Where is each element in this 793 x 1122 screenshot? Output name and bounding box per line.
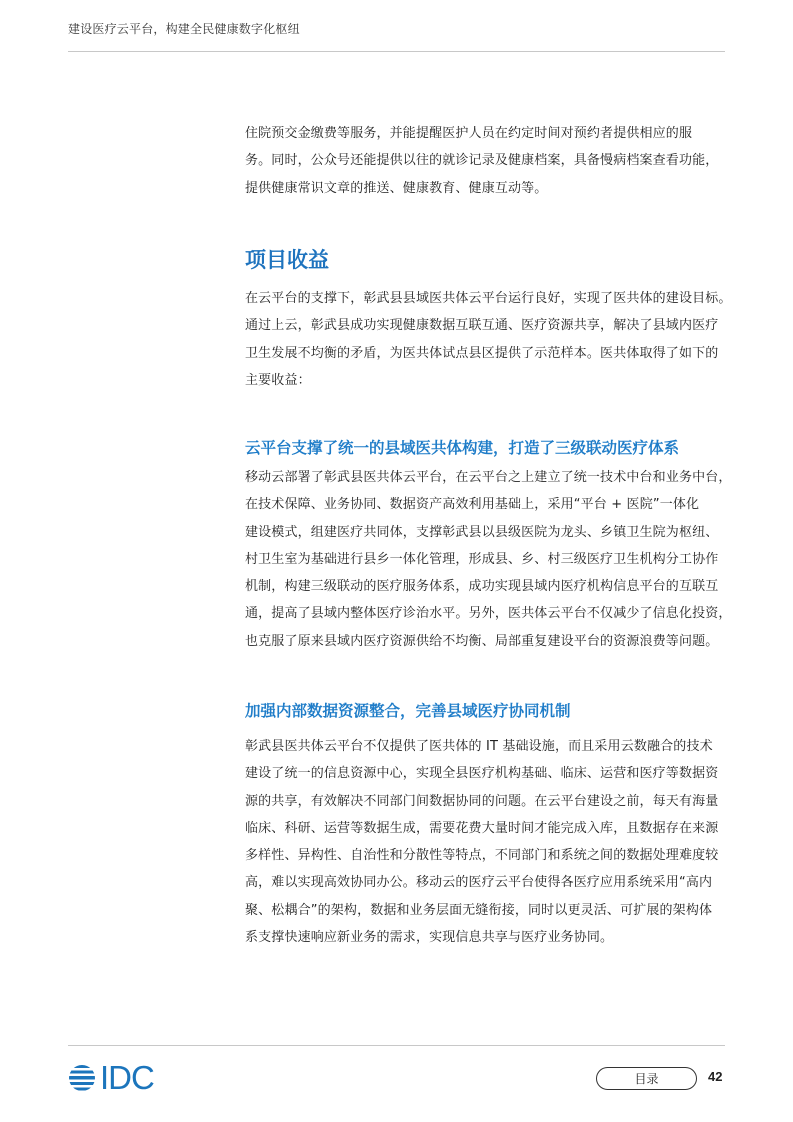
body-line: 系支撑快速响应新业务的需求，实现信息共享与医疗业务协同。 xyxy=(245,930,614,946)
page-number: 42 xyxy=(708,1069,723,1084)
subsection-2 xyxy=(245,699,735,723)
body-line: 在云平台的支撑下，彰武县县域医共体云平台运行良好，实现了医共体的建设目标。 xyxy=(245,291,732,306)
body-line: 务。同时，公众号还能提供以往的就诊记录及健康档案，具备慢病档案查看功能， xyxy=(245,153,719,169)
subsection-title: 加强内部数据资源整合，完善县域医疗协同机制 xyxy=(245,702,571,720)
subsection-2-body xyxy=(245,733,735,951)
toc-button-label: 目录 xyxy=(634,1072,659,1086)
idc-logo-text: IDC xyxy=(100,1059,154,1096)
body-line: 通，提高了县域内整体医疗诊治水平。另外，医共体云平台不仅减少了信息化投资， xyxy=(245,606,732,622)
body-line: 聚、松耦合”的架构，数据和业务层面无缝衔接，同时以更灵活、可扩展的架构体 xyxy=(245,902,713,918)
body-line: 移动云部署了彰武县医共体云平台，在云平台之上建立了统一技术中台和业务中台， xyxy=(245,470,732,485)
body-line: 提供健康常识文章的推送、健康教育、健康互动等。 xyxy=(245,180,548,196)
subsection-title: 云平台支撑了统一的县域医共体构建，打造了三级联动医疗体系 xyxy=(245,439,680,457)
body-line: 源的共享，有效解决不同部门间数据协同的问题。在云平台建设之前，每天有海量 xyxy=(245,793,719,809)
body-line: 机制，构建三级联动的医疗服务体系，成功实现县域内医疗机构信息平台的互联互 xyxy=(245,579,719,595)
body-line: 在技术保障、业务协同、数据资产高效利用基础上，采用“平台 + 医院”一体化 xyxy=(245,497,700,513)
body-line: 多样性、异构性、自治性和分散性等特点，不同部门和系统之间的数据处理难度较 xyxy=(245,848,719,864)
section-heading-wrap xyxy=(245,245,735,275)
header-rule xyxy=(68,51,725,52)
body-line: 也克服了原来县域内医疗资源供给不均衡、局部重复建设平台的资源浪费等问题。 xyxy=(245,633,719,649)
idc-logo xyxy=(68,1059,154,1096)
section-intro xyxy=(245,285,735,394)
body-line: 住院预交金缴费等服务，并能提醒医护人员在约定时间对预约者提供相应的服 xyxy=(245,126,693,141)
body-line: 主要收益： xyxy=(245,372,311,388)
intro-continued xyxy=(245,120,735,202)
body-line: 建设了统一的信息资源中心，实现全县医疗机构基础、临床、运营和医疗等数据资 xyxy=(245,766,719,782)
body-line: 彰武县医共体云平台不仅提供了医共体的 IT 基础设施，而且采用云数融合的技术 xyxy=(245,739,713,754)
footer-rule xyxy=(68,1045,725,1046)
body-line: 建设模式，组建医疗共同体，支撑彰武县以县级医院为龙头、乡镇卫生院为枢纽、 xyxy=(245,524,719,540)
subsection-1 xyxy=(245,436,735,460)
body-line: 通过上云，彰武县成功实现健康数据互联互通、医疗资源共享，解决了县域内医疗 xyxy=(245,318,719,334)
body-line: 高，难以实现高效协同办公。移动云的医疗云平台使得各医疗应用系统采用“高内 xyxy=(245,875,713,891)
body-line: 卫生发展不均衡的矛盾，为医共体试点县区提供了示范样本。医共体取得了如下的 xyxy=(245,345,719,361)
section-title: 项目收益 xyxy=(245,248,329,272)
running-header: 建设医疗云平台，构建全民健康数字化枢纽 xyxy=(68,22,300,36)
body-line: 临床、科研、运营等数据生成，需要花费大量时间才能完成入库，且数据存在来源 xyxy=(245,820,719,836)
body-line: 村卫生室为基础进行县乡一体化管理，形成县、乡、村三级医疗卫生机构分工协作 xyxy=(245,551,719,567)
toc-button[interactable] xyxy=(596,1067,697,1090)
subsection-1-body xyxy=(245,464,735,655)
idc-globe-icon xyxy=(68,1064,96,1092)
